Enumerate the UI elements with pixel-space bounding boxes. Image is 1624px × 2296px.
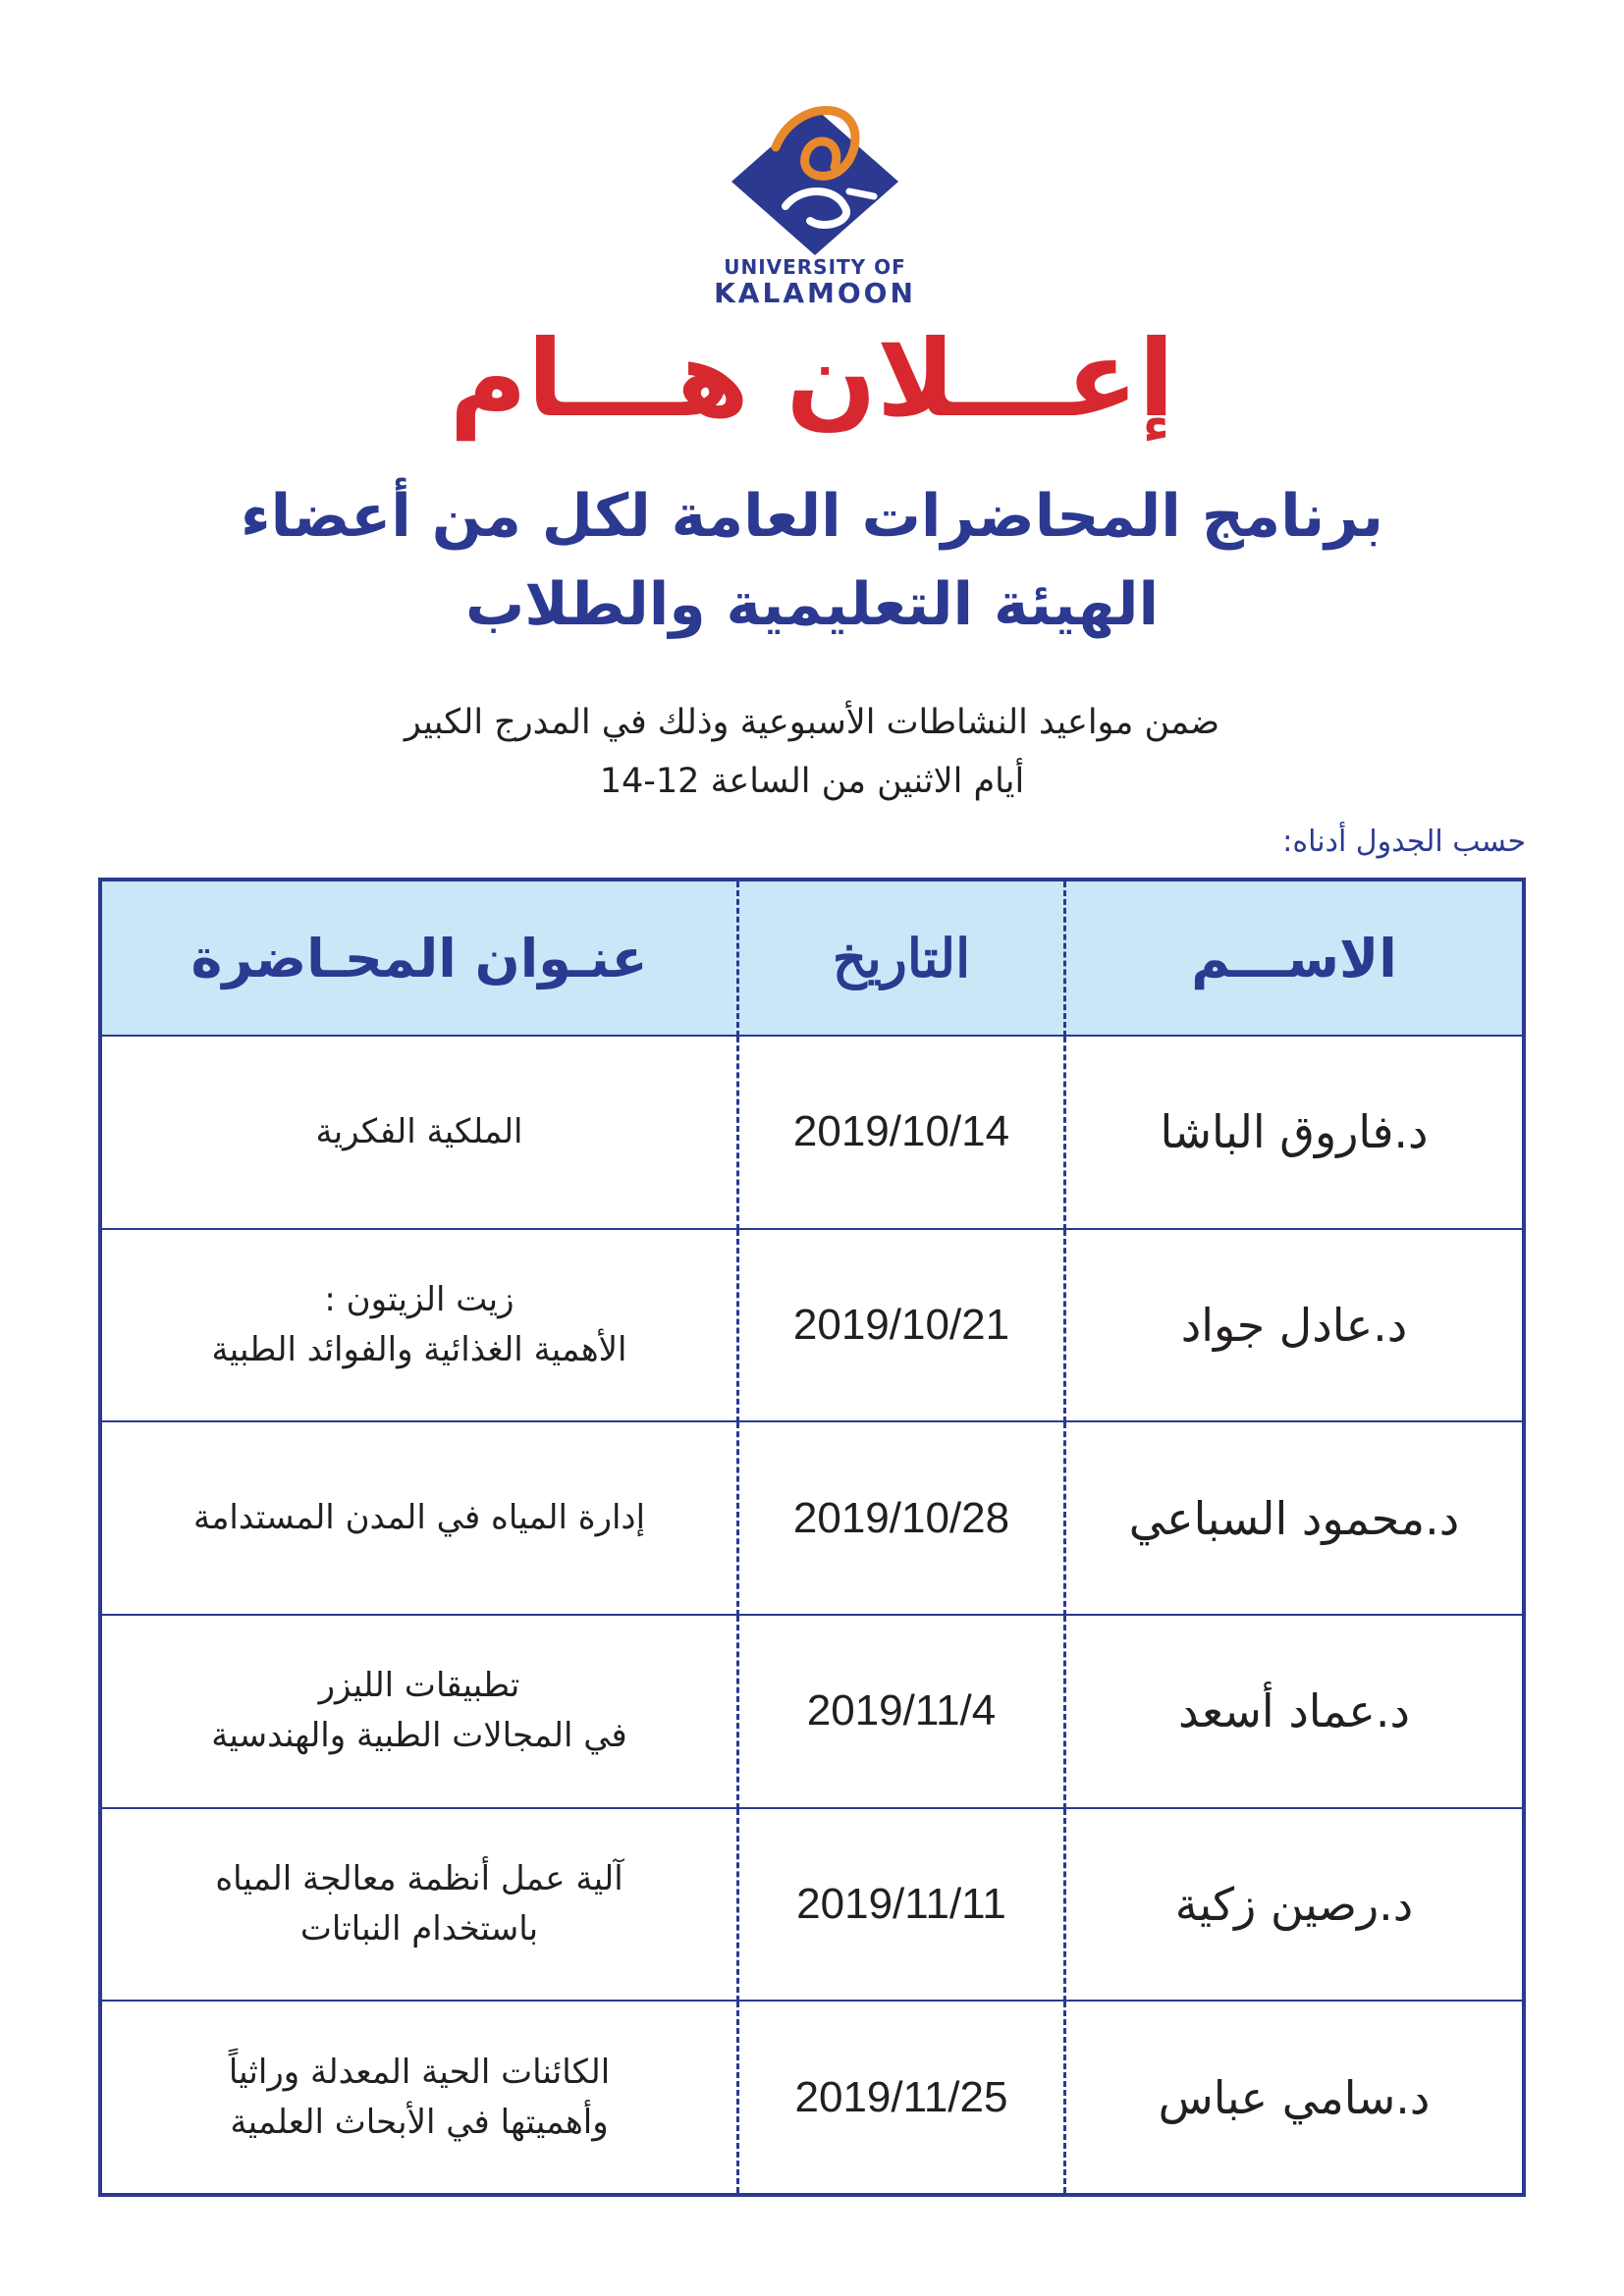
lecture-schedule-table (98, 878, 1526, 2197)
lecture-title (100, 1615, 738, 1808)
lecturer-name: د.سامي عباس (1065, 2001, 1525, 2195)
lecturer-name: د.عماد أسعد (1065, 1615, 1525, 1808)
lecture-title-line1: تطبيقات الليزر (318, 1666, 520, 1706)
lecture-title (100, 1229, 738, 1422)
lecture-date: 2019/10/28 (738, 1421, 1065, 1615)
as-per-table-note: حسب الجدول أدناه: (1282, 825, 1526, 859)
lecture-date: 2019/10/21 (738, 1229, 1065, 1422)
intro-line1: ضمن مواعيد النشاطات الأسبوعية وذلك في المدرج الكبير (404, 703, 1220, 742)
lecturer-name: د.فاروق الباشا (1065, 1036, 1525, 1229)
lecture-date: 2019/11/25 (738, 2001, 1065, 2195)
intro-line2: أيام الاثنين من الساعة 12-14 (599, 762, 1025, 801)
table-row (100, 1229, 1524, 1422)
table-row (100, 1421, 1524, 1615)
header-name: الاســـم (1065, 880, 1525, 1036)
lecture-title-line2: باستخدام النباتات (299, 1908, 539, 1949)
table-row (100, 1036, 1524, 1229)
program-subtitle-line1: برنامج المحاضرات العامة لكل من أعضاء (240, 482, 1384, 551)
announcement-title: إعـــلان هـــام (449, 318, 1175, 441)
lecture-date: 2019/11/11 (738, 1808, 1065, 2002)
logo-university-of: UNIVERSITY OF (724, 255, 906, 279)
lecture-title-line1: الكائنات الحية المعدلة وراثياً (228, 2052, 611, 2092)
lecturer-name: د.عادل جواد (1065, 1229, 1525, 1422)
lecture-title-line2: في المجالات الطبية والهندسية (211, 1716, 627, 1756)
table-header-row (100, 880, 1524, 1036)
lecture-title (100, 1808, 738, 2002)
table-row (100, 1808, 1524, 2002)
lecture-title-line1: زيت الزيتون : (324, 1279, 514, 1319)
lecture-date: 2019/10/14 (738, 1036, 1065, 1229)
program-subtitle-line2: الهيئة التعليمية والطلاب (464, 570, 1160, 639)
kalamoon-emblem-icon (707, 88, 923, 255)
logo-kalamoon: KALAMOON (714, 277, 916, 309)
lecture-title-line1: الملكية الفكرية (315, 1111, 523, 1151)
lecturer-name: د.رصين زكية (1065, 1808, 1525, 2002)
header-date: التاريخ (738, 880, 1065, 1036)
lecture-title-line1: إدارة المياه في المدن المستدامة (192, 1498, 646, 1538)
lecture-title (100, 1036, 738, 1229)
lecture-title-line2: وأهميتها في الأبحاث العلمية (230, 2102, 609, 2142)
lecture-title-line2: الأهمية الغذائية والفوائد الطبية (211, 1329, 627, 1369)
table-row (100, 2001, 1524, 2195)
lecturer-name: د.محمود السباعي (1065, 1421, 1525, 1615)
lecture-title (100, 2001, 738, 2195)
lecture-date: 2019/11/4 (738, 1615, 1065, 1808)
header-lecture-title: عنـوان المحـاضرة (100, 880, 738, 1036)
university-logo (707, 88, 923, 314)
lecture-title (100, 1421, 738, 1615)
lecture-title-line1: آلية عمل أنظمة معالجة المياه (215, 1858, 623, 1898)
table-row (100, 1615, 1524, 1808)
